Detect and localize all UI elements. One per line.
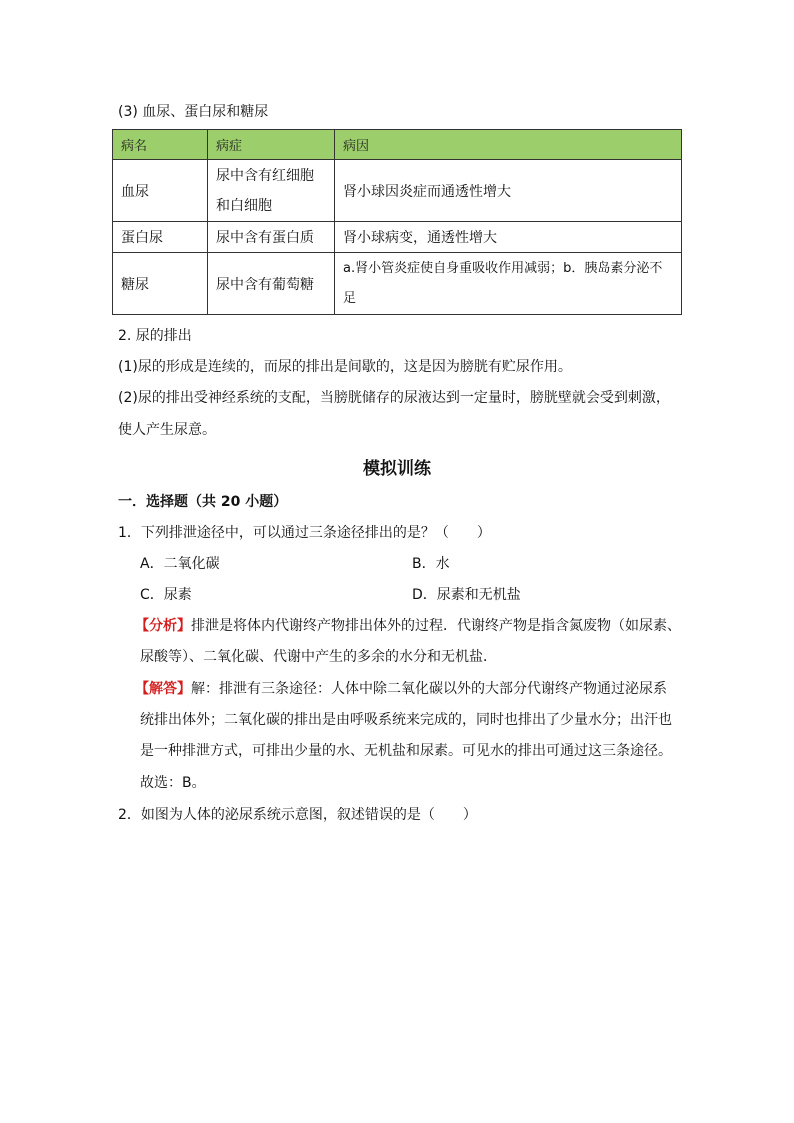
cell-cause xyxy=(335,253,682,315)
cell-name: 血尿 xyxy=(113,160,208,222)
option-d: D．尿素和无机盐 xyxy=(412,587,521,603)
header-disease-name: 病名 xyxy=(113,130,208,160)
cell-symptom: 尿中含有葡萄糖 xyxy=(208,253,335,315)
question-1-stem: 1．下列排泄途径中，可以通过三条途径排出的是？（ ） xyxy=(118,525,491,541)
analysis-label: 【分析】 xyxy=(135,618,191,634)
analysis-line-2: 尿酸等）、二氧化碳、代谢中产生的多余的水分和无机盐． xyxy=(140,649,497,665)
cell-name: 糖尿 xyxy=(113,253,208,315)
option-b: B．水 xyxy=(412,556,450,572)
section-2-paragraph-2-line-2: 使人产生尿意。 xyxy=(118,422,216,438)
section-3-title: (3) 血尿、蛋白尿和糖尿 xyxy=(118,104,269,120)
table-header-row xyxy=(113,130,682,160)
cell-line: 足 xyxy=(343,290,357,306)
answer-line-3: 是一种排泄方式，可排出少量的水、无机盐和尿素。可见水的排出可通过这三条途径。 xyxy=(140,743,672,759)
section-2-paragraph-2-line-1: (2)尿的排出受神经系统的支配，当膀胱储存的尿液达到一定量时，膀胱壁就会受到刺激， xyxy=(118,390,670,406)
analysis-line-1 xyxy=(135,611,681,641)
cell-symptom: 尿中含有蛋白质 xyxy=(208,222,335,253)
answer-text: 解：排泄有三条途径：人体中除二氧化碳以外的大部分代谢终产物通过泌尿系 xyxy=(191,681,667,697)
header-cause: 病因 xyxy=(335,130,682,160)
question-2-stem: 2．如图为人体的泌尿系统示意图，叙述错误的是（ ） xyxy=(118,807,477,823)
analysis-text: 排泄是将体内代谢终产物排出体外的过程．代谢终产物是指含氮废物（如尿素、 xyxy=(191,618,681,634)
cell-line: a.肾小管炎症使自身重吸收作用减弱；b．胰岛素分泌不 xyxy=(343,260,663,276)
option-a: A．二氧化碳 xyxy=(140,556,220,572)
cell-line: 和白细胞 xyxy=(216,197,272,214)
cell-cause: 肾小球因炎症而通透性增大 xyxy=(335,160,682,222)
answer-label: 【解答】 xyxy=(135,681,191,697)
practice-heading: 模拟训练 xyxy=(363,459,431,479)
cell-line: 尿中含有红细胞 xyxy=(216,167,314,184)
answer-line-1 xyxy=(135,674,667,704)
choice-line: 故选：B。 xyxy=(140,775,206,791)
option-c: C．尿素 xyxy=(140,587,192,603)
cell-name: 蛋白尿 xyxy=(113,222,208,253)
section-2-paragraph-1: (1)尿的形成是连续的，而尿的排出是间歇的，这是因为膀胱有贮尿作用。 xyxy=(118,359,572,375)
table-row xyxy=(113,253,682,315)
header-symptom: 病症 xyxy=(208,130,335,160)
answer-line-2: 统排出体外；二氧化碳的排出是由呼吸系统来完成的，同时也排出了少量水分；出汗也 xyxy=(140,712,672,728)
section-2-title: 2. 尿的排出 xyxy=(118,328,192,344)
table-row xyxy=(113,160,682,222)
cell-symptom xyxy=(208,160,335,222)
part-title: 一．选择题（共 20 小题） xyxy=(118,494,288,510)
cell-cause: 肾小球病变，通透性增大 xyxy=(335,222,682,253)
disease-table xyxy=(112,129,682,315)
table-row xyxy=(113,222,682,253)
